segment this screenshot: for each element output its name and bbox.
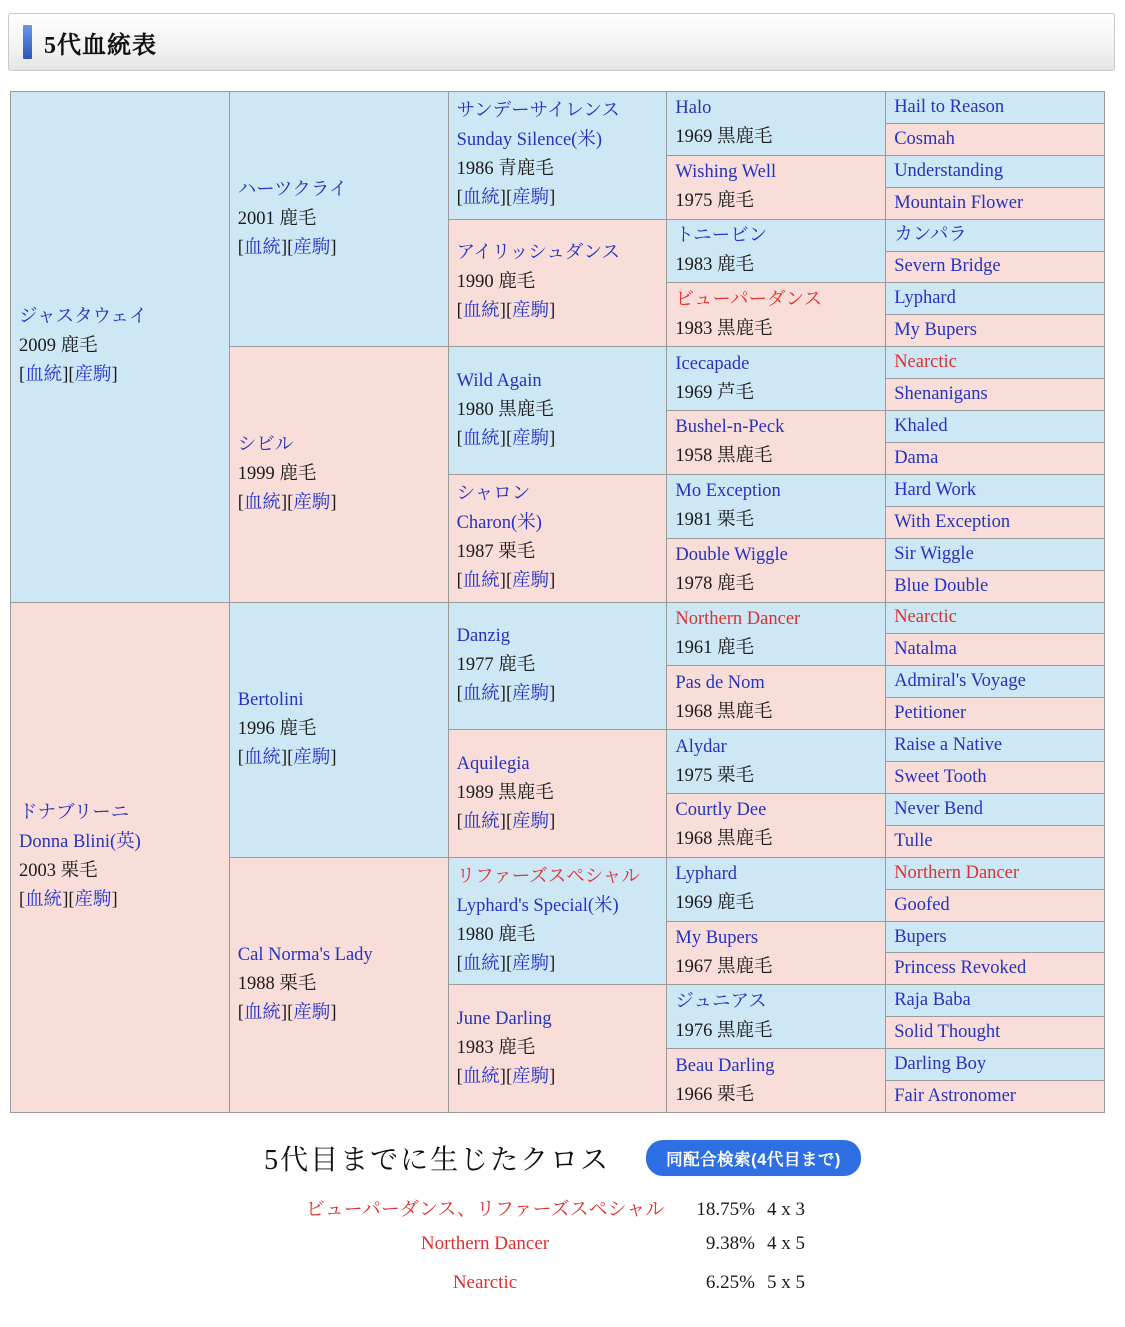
pedigree-cell — [886, 188, 1104, 219]
offspring-link[interactable]: 産駒 — [512, 301, 550, 322]
birth-year-coat: 1980 黒鹿毛 — [456, 400, 554, 421]
birth-year-coat: 1969 黒鹿毛 — [675, 127, 773, 148]
pedigree-cell — [886, 379, 1104, 410]
cell-links — [238, 744, 444, 773]
pedigree-cell — [449, 730, 667, 857]
pedigree-cell — [886, 507, 1104, 538]
bracket: ][ — [499, 571, 513, 592]
horse-name-link[interactable]: Beau Darling — [675, 1055, 775, 1076]
horse-name-link[interactable]: Wild Again — [456, 371, 542, 392]
pedigree-cell — [886, 347, 1104, 378]
bracket: [ — [237, 492, 244, 513]
horse-name-link[interactable]: June Darling — [456, 1009, 552, 1030]
pedigree-cell — [886, 890, 1104, 921]
birth-year-coat: 1989 黒鹿毛 — [456, 782, 554, 803]
horse-name-link[interactable]: トニービン — [675, 226, 768, 247]
bracket: [ — [237, 237, 244, 258]
bracket: [ — [19, 365, 26, 386]
bracket: ][ — [499, 1067, 513, 1088]
pedigree-cell — [886, 922, 1104, 953]
bracket: [ — [456, 954, 463, 975]
horse-name-link[interactable]: Aquilegia — [456, 753, 530, 774]
cross-names: ビューパーダンス、リファーズスペシャル — [305, 1199, 665, 1220]
pedigree-cell — [667, 220, 885, 283]
cross-section-header — [0, 1138, 1125, 1178]
bracket: [ — [19, 890, 26, 911]
birth-year-coat: 2003 栗毛 — [19, 861, 98, 882]
bracket: ] — [330, 748, 337, 769]
birth-year-coat: 1969 芦毛 — [675, 382, 755, 403]
horse-name-link[interactable]: Fair Astronomer — [894, 1086, 1016, 1107]
birth-year-coat: 1978 鹿毛 — [675, 574, 755, 595]
cell-links — [457, 680, 663, 709]
birth-year-coat: 1977 鹿毛 — [456, 655, 536, 676]
horse-name-link[interactable]: Courtly Dee — [675, 800, 767, 821]
pedigree-cell — [886, 443, 1104, 474]
cross-pattern: 4 x 5 — [767, 1233, 805, 1254]
blood-link[interactable]: 血統 — [243, 748, 281, 769]
pedigree-cell — [667, 794, 885, 857]
pedigree-cell — [886, 220, 1104, 251]
bracket: [ — [237, 1003, 244, 1024]
bracket: ] — [549, 954, 556, 975]
pedigree-cell — [667, 283, 885, 346]
horse-name-link[interactable]: Princess Revoked — [894, 958, 1027, 979]
pedigree-cell — [886, 283, 1104, 314]
birth-year-coat: 1996 鹿毛 — [237, 719, 317, 740]
cross-section-title: 5代目までに生じたクロス — [264, 1145, 611, 1176]
horse-name-link[interactable]: Danzig — [456, 626, 511, 647]
pedigree-cell — [886, 124, 1104, 155]
birth-year-coat: 1988 栗毛 — [237, 974, 317, 995]
pedigree-cell — [667, 347, 885, 410]
pedigree-cell — [886, 826, 1104, 857]
birth-year-coat: 1980 鹿毛 — [456, 925, 536, 946]
horse-name-link[interactable]: ドナブリーニ — [19, 803, 130, 824]
birth-year-coat: 1983 黒鹿毛 — [675, 318, 773, 339]
horse-name-link[interactable]: My Bupers — [675, 927, 759, 948]
pedigree-cell — [667, 475, 885, 538]
horse-name-link[interactable]: Natalma — [894, 639, 957, 660]
birth-year-coat: 1983 鹿毛 — [675, 255, 755, 276]
cross-percent: 6.25% — [705, 1272, 755, 1293]
cross-row — [290, 1233, 1125, 1272]
bracket: [ — [456, 188, 463, 209]
birth-year-coat: 1986 青鹿毛 — [456, 159, 554, 180]
horse-name-link[interactable]: Northern Dancer — [894, 862, 1019, 883]
bracket: [ — [237, 748, 244, 769]
blood-link[interactable]: 血統 — [243, 492, 281, 513]
pedigree-cell — [667, 922, 885, 985]
blood-link[interactable]: 血統 — [462, 684, 500, 705]
pedigree-cell — [886, 571, 1104, 602]
horse-name-link[interactable]: Petitioner — [894, 703, 967, 724]
pedigree-cell — [230, 603, 448, 857]
offspring-link[interactable]: 産駒 — [512, 188, 550, 209]
horse-name-link[interactable]: Sweet Tooth — [894, 766, 987, 787]
pedigree-cell — [230, 92, 448, 346]
horse-name-link[interactable]: Solid Thought — [894, 1022, 1001, 1043]
cell-links — [19, 886, 225, 915]
birth-year-coat: 1969 鹿毛 — [675, 893, 755, 914]
horse-name-link[interactable]: Cal Norma's Lady — [237, 945, 373, 966]
pedigree-cell — [886, 698, 1104, 729]
pedigree-cell — [886, 985, 1104, 1016]
pedigree-cell — [886, 730, 1104, 761]
pedigree-cell — [667, 985, 885, 1048]
offspring-link[interactable]: 産駒 — [512, 954, 550, 975]
offspring-link[interactable]: 産駒 — [512, 1067, 550, 1088]
birth-year-coat: 1967 黒鹿毛 — [675, 956, 773, 977]
pedigree-cell — [886, 634, 1104, 665]
offspring-link[interactable]: 産駒 — [74, 365, 112, 386]
pedigree-cell — [449, 347, 667, 474]
horse-name-link[interactable]: Darling Boy — [894, 1054, 987, 1075]
pedigree-cell — [667, 858, 885, 921]
pedigree-cell — [886, 1049, 1104, 1080]
horse-name-link[interactable]: Goofed — [894, 894, 950, 915]
horse-name-link[interactable]: Dama — [894, 447, 939, 468]
offspring-link[interactable]: 産駒 — [293, 748, 331, 769]
horse-name-link[interactable]: Bushel-n-Peck — [675, 417, 785, 438]
bracket: [ — [456, 301, 463, 322]
cross-pattern: 4 x 3 — [767, 1199, 805, 1220]
pedigree-cell — [449, 858, 667, 985]
horse-name-link[interactable]: Sunday Silence(米) — [456, 130, 602, 151]
pedigree-cell — [886, 539, 1104, 570]
offspring-link[interactable]: 産駒 — [512, 811, 550, 832]
pedigree-cell — [667, 156, 885, 219]
cross-percent: 9.38% — [705, 1233, 755, 1254]
horse-name-link[interactable]: Nearctic — [894, 352, 957, 373]
horse-name-link[interactable]: Mountain Flower — [894, 192, 1024, 213]
bracket: ][ — [280, 237, 294, 258]
blood-link[interactable]: 血統 — [25, 365, 63, 386]
horse-name-link[interactable]: Charon(米) — [456, 513, 542, 534]
horse-name-link[interactable]: アイリッシュダンス — [456, 243, 620, 264]
birth-year-coat: 1976 黒鹿毛 — [675, 1020, 773, 1041]
blood-link[interactable]: 血統 — [462, 429, 500, 450]
cross-names: Northern Dancer — [420, 1233, 550, 1254]
pedigree-cell — [886, 315, 1104, 346]
offspring-link[interactable]: 産駒 — [512, 429, 550, 450]
horse-name-link[interactable]: ビューパーダンス — [675, 289, 823, 310]
horse-name-link[interactable]: Icecapade — [675, 353, 750, 374]
horse-name-link[interactable]: Never Bend — [894, 798, 984, 819]
birth-year-coat: 1975 鹿毛 — [675, 191, 755, 212]
section-header — [8, 13, 1115, 71]
horse-name-link[interactable]: Khaled — [894, 416, 948, 437]
horse-name-link[interactable]: シャロン — [456, 484, 531, 505]
blood-link[interactable]: 血統 — [462, 954, 500, 975]
cell-links — [457, 567, 663, 596]
bracket: [ — [456, 429, 463, 450]
bracket: [ — [456, 571, 463, 592]
pedigree-cell — [449, 985, 667, 1112]
horse-name-link[interactable]: Sir Wiggle — [894, 543, 974, 564]
offspring-link[interactable]: 産駒 — [293, 1003, 331, 1024]
pedigree-cell — [11, 603, 229, 1113]
bracket: ] — [111, 890, 118, 911]
horse-name-link[interactable]: Lyphard — [894, 288, 956, 309]
horse-name-link[interactable]: Wishing Well — [675, 162, 777, 183]
pedigree-cell — [886, 603, 1104, 634]
pedigree-cell — [667, 603, 885, 666]
blood-link[interactable]: 血統 — [25, 890, 63, 911]
birth-year-coat: 1968 黒鹿毛 — [675, 701, 773, 722]
offspring-link[interactable]: 産駒 — [512, 684, 550, 705]
bracket: ][ — [499, 429, 513, 450]
birth-year-coat: 1975 栗毛 — [675, 765, 755, 786]
pedigree-cell — [230, 858, 448, 1112]
pedigree-cell — [667, 730, 885, 793]
horse-name-link[interactable]: Donna Blini(英) — [19, 832, 141, 853]
bracket: ][ — [499, 301, 513, 322]
birth-year-coat: 1966 栗毛 — [675, 1084, 755, 1105]
pedigree-cell — [11, 92, 229, 602]
bracket: ] — [549, 571, 556, 592]
pedigree-cell — [667, 92, 885, 155]
blood-link[interactable]: 血統 — [462, 1067, 500, 1088]
cross-table — [290, 1194, 1125, 1311]
bracket: ][ — [280, 492, 294, 513]
bracket: ] — [330, 237, 337, 258]
pedigree-cell — [886, 1017, 1104, 1048]
cross-pattern: 5 x 5 — [767, 1272, 805, 1293]
birth-year-coat: 2001 鹿毛 — [237, 208, 317, 229]
bracket: ][ — [499, 954, 513, 975]
blood-link[interactable]: 血統 — [462, 188, 500, 209]
horse-name-link[interactable]: Pas de Nom — [675, 672, 765, 693]
horse-name-link[interactable]: ジャスタウェイ — [19, 307, 148, 328]
birth-year-coat: 1987 栗毛 — [456, 542, 536, 563]
horse-name-link[interactable]: Halo — [675, 98, 712, 119]
cross-percent: 18.75% — [696, 1199, 755, 1220]
horse-name-link[interactable]: Nearctic — [894, 607, 957, 628]
horse-name-link[interactable]: Shenanigans — [894, 384, 988, 405]
bracket: ] — [549, 188, 556, 209]
horse-name-link[interactable]: Mo Exception — [675, 481, 781, 502]
blood-link[interactable]: 血統 — [462, 811, 500, 832]
offspring-link[interactable]: 産駒 — [293, 492, 331, 513]
horse-name-link[interactable]: Admiral's Voyage — [894, 671, 1026, 692]
blood-link[interactable]: 血統 — [243, 237, 281, 258]
cross-row — [290, 1194, 1125, 1233]
pedigree-cell — [449, 92, 667, 219]
horse-name-link[interactable]: ジュニアス — [675, 991, 767, 1012]
bracket: [ — [456, 1067, 463, 1088]
bracket: ][ — [280, 748, 294, 769]
cell-links — [457, 184, 663, 213]
horse-name-link[interactable]: Bupers — [894, 926, 947, 947]
birth-year-coat: 1999 鹿毛 — [237, 463, 317, 484]
pedigree-cell — [667, 666, 885, 729]
bracket: ] — [330, 492, 337, 513]
cell-links — [457, 425, 663, 454]
pedigree-cell — [667, 1049, 885, 1112]
horse-name-link[interactable]: ハーツクライ — [237, 179, 348, 200]
pedigree-cell — [886, 92, 1104, 123]
cell-links — [457, 950, 663, 979]
birth-year-coat: 1983 鹿毛 — [456, 1038, 536, 1059]
horse-name-link[interactable]: Lyphard's Special(米) — [456, 896, 619, 917]
accent-bar-icon — [23, 25, 32, 59]
cell-links — [238, 489, 444, 518]
pedigree-cell — [230, 347, 448, 601]
same-mating-search-button[interactable]: 同配合検索(4代目まで) — [646, 1140, 861, 1176]
bracket: [ — [456, 811, 463, 832]
bracket: ] — [330, 1003, 337, 1024]
cross-names: Nearctic — [452, 1272, 518, 1293]
bracket: ] — [549, 301, 556, 322]
bracket: ][ — [499, 188, 513, 209]
pedigree-cell — [886, 858, 1104, 889]
pedigree-cell — [886, 252, 1104, 283]
cell-links — [457, 808, 663, 837]
birth-year-coat: 1981 栗毛 — [675, 510, 755, 531]
bracket: ][ — [280, 1003, 294, 1024]
horse-name-link[interactable]: My Bupers — [894, 320, 977, 341]
horse-name-link[interactable]: シビル — [237, 434, 294, 455]
birth-year-coat: 1990 鹿毛 — [456, 272, 536, 293]
horse-name-link[interactable]: Blue Double — [894, 575, 989, 596]
bracket: ] — [549, 684, 556, 705]
horse-name-link[interactable]: Cosmah — [894, 128, 955, 149]
birth-year-coat: 1958 黒鹿毛 — [675, 446, 773, 467]
horse-name-link[interactable]: サンデーサイレンス — [456, 101, 620, 122]
cell-links — [238, 999, 444, 1028]
pedigree-cell — [886, 156, 1104, 187]
bracket: ][ — [62, 890, 75, 911]
horse-name-link[interactable]: Raja Baba — [894, 990, 971, 1011]
offspring-link[interactable]: 産駒 — [512, 571, 550, 592]
horse-name-link[interactable]: Alydar — [675, 736, 727, 757]
pedigree-cell — [886, 475, 1104, 506]
bracket: ][ — [499, 811, 513, 832]
bracket: ][ — [62, 365, 75, 386]
pedigree-cell — [886, 794, 1104, 825]
bracket: ][ — [499, 684, 513, 705]
horse-name-link[interactable]: Bertolini — [237, 690, 304, 711]
pedigree-table — [10, 91, 1105, 1113]
cell-links — [457, 297, 663, 326]
horse-name-link[interactable]: カンパラ — [894, 224, 967, 245]
horse-name-link[interactable]: Severn Bridge — [894, 256, 1001, 277]
bracket: ] — [111, 365, 118, 386]
pedigree-cell — [449, 475, 667, 602]
bracket: ] — [549, 1067, 556, 1088]
bracket: [ — [456, 684, 463, 705]
horse-name-link[interactable]: Raise a Native — [894, 735, 1003, 756]
cross-row — [290, 1272, 1125, 1311]
pedigree-cell — [886, 411, 1104, 442]
horse-name-link[interactable]: リファーズスペシャル — [456, 867, 640, 888]
offspring-link[interactable]: 産駒 — [74, 890, 112, 911]
cell-links — [457, 1063, 663, 1092]
horse-name-link[interactable]: Hard Work — [894, 479, 977, 500]
birth-year-coat: 2009 鹿毛 — [19, 336, 98, 357]
pedigree-cell — [886, 666, 1104, 697]
cell-links — [238, 234, 444, 263]
birth-year-coat: 1968 黒鹿毛 — [675, 829, 773, 850]
blood-link[interactable]: 血統 — [462, 301, 500, 322]
horse-name-link[interactable]: Hail to Reason — [894, 96, 1005, 117]
bracket: ] — [549, 811, 556, 832]
horse-name-link[interactable]: Understanding — [894, 160, 1004, 181]
pedigree-cell — [667, 411, 885, 474]
pedigree-cell — [667, 539, 885, 602]
bracket: ] — [549, 429, 556, 450]
cell-links — [19, 361, 225, 390]
horse-name-link[interactable]: Double Wiggle — [675, 545, 788, 566]
horse-name-link[interactable]: Tulle — [894, 830, 933, 851]
horse-name-link[interactable]: With Exception — [894, 511, 1011, 532]
horse-name-link[interactable]: Lyphard — [675, 864, 738, 885]
birth-year-coat: 1961 鹿毛 — [675, 637, 755, 658]
pedigree-cell — [449, 220, 667, 347]
offspring-link[interactable]: 産駒 — [293, 237, 331, 258]
pedigree-cell — [886, 953, 1104, 984]
pedigree-cell — [449, 603, 667, 730]
pedigree-cell — [886, 1081, 1104, 1112]
pedigree-cell — [886, 762, 1104, 793]
blood-link[interactable]: 血統 — [462, 571, 500, 592]
blood-link[interactable]: 血統 — [243, 1003, 281, 1024]
horse-name-link[interactable]: Northern Dancer — [675, 608, 801, 629]
page-title: 5代血統表 — [44, 32, 157, 59]
